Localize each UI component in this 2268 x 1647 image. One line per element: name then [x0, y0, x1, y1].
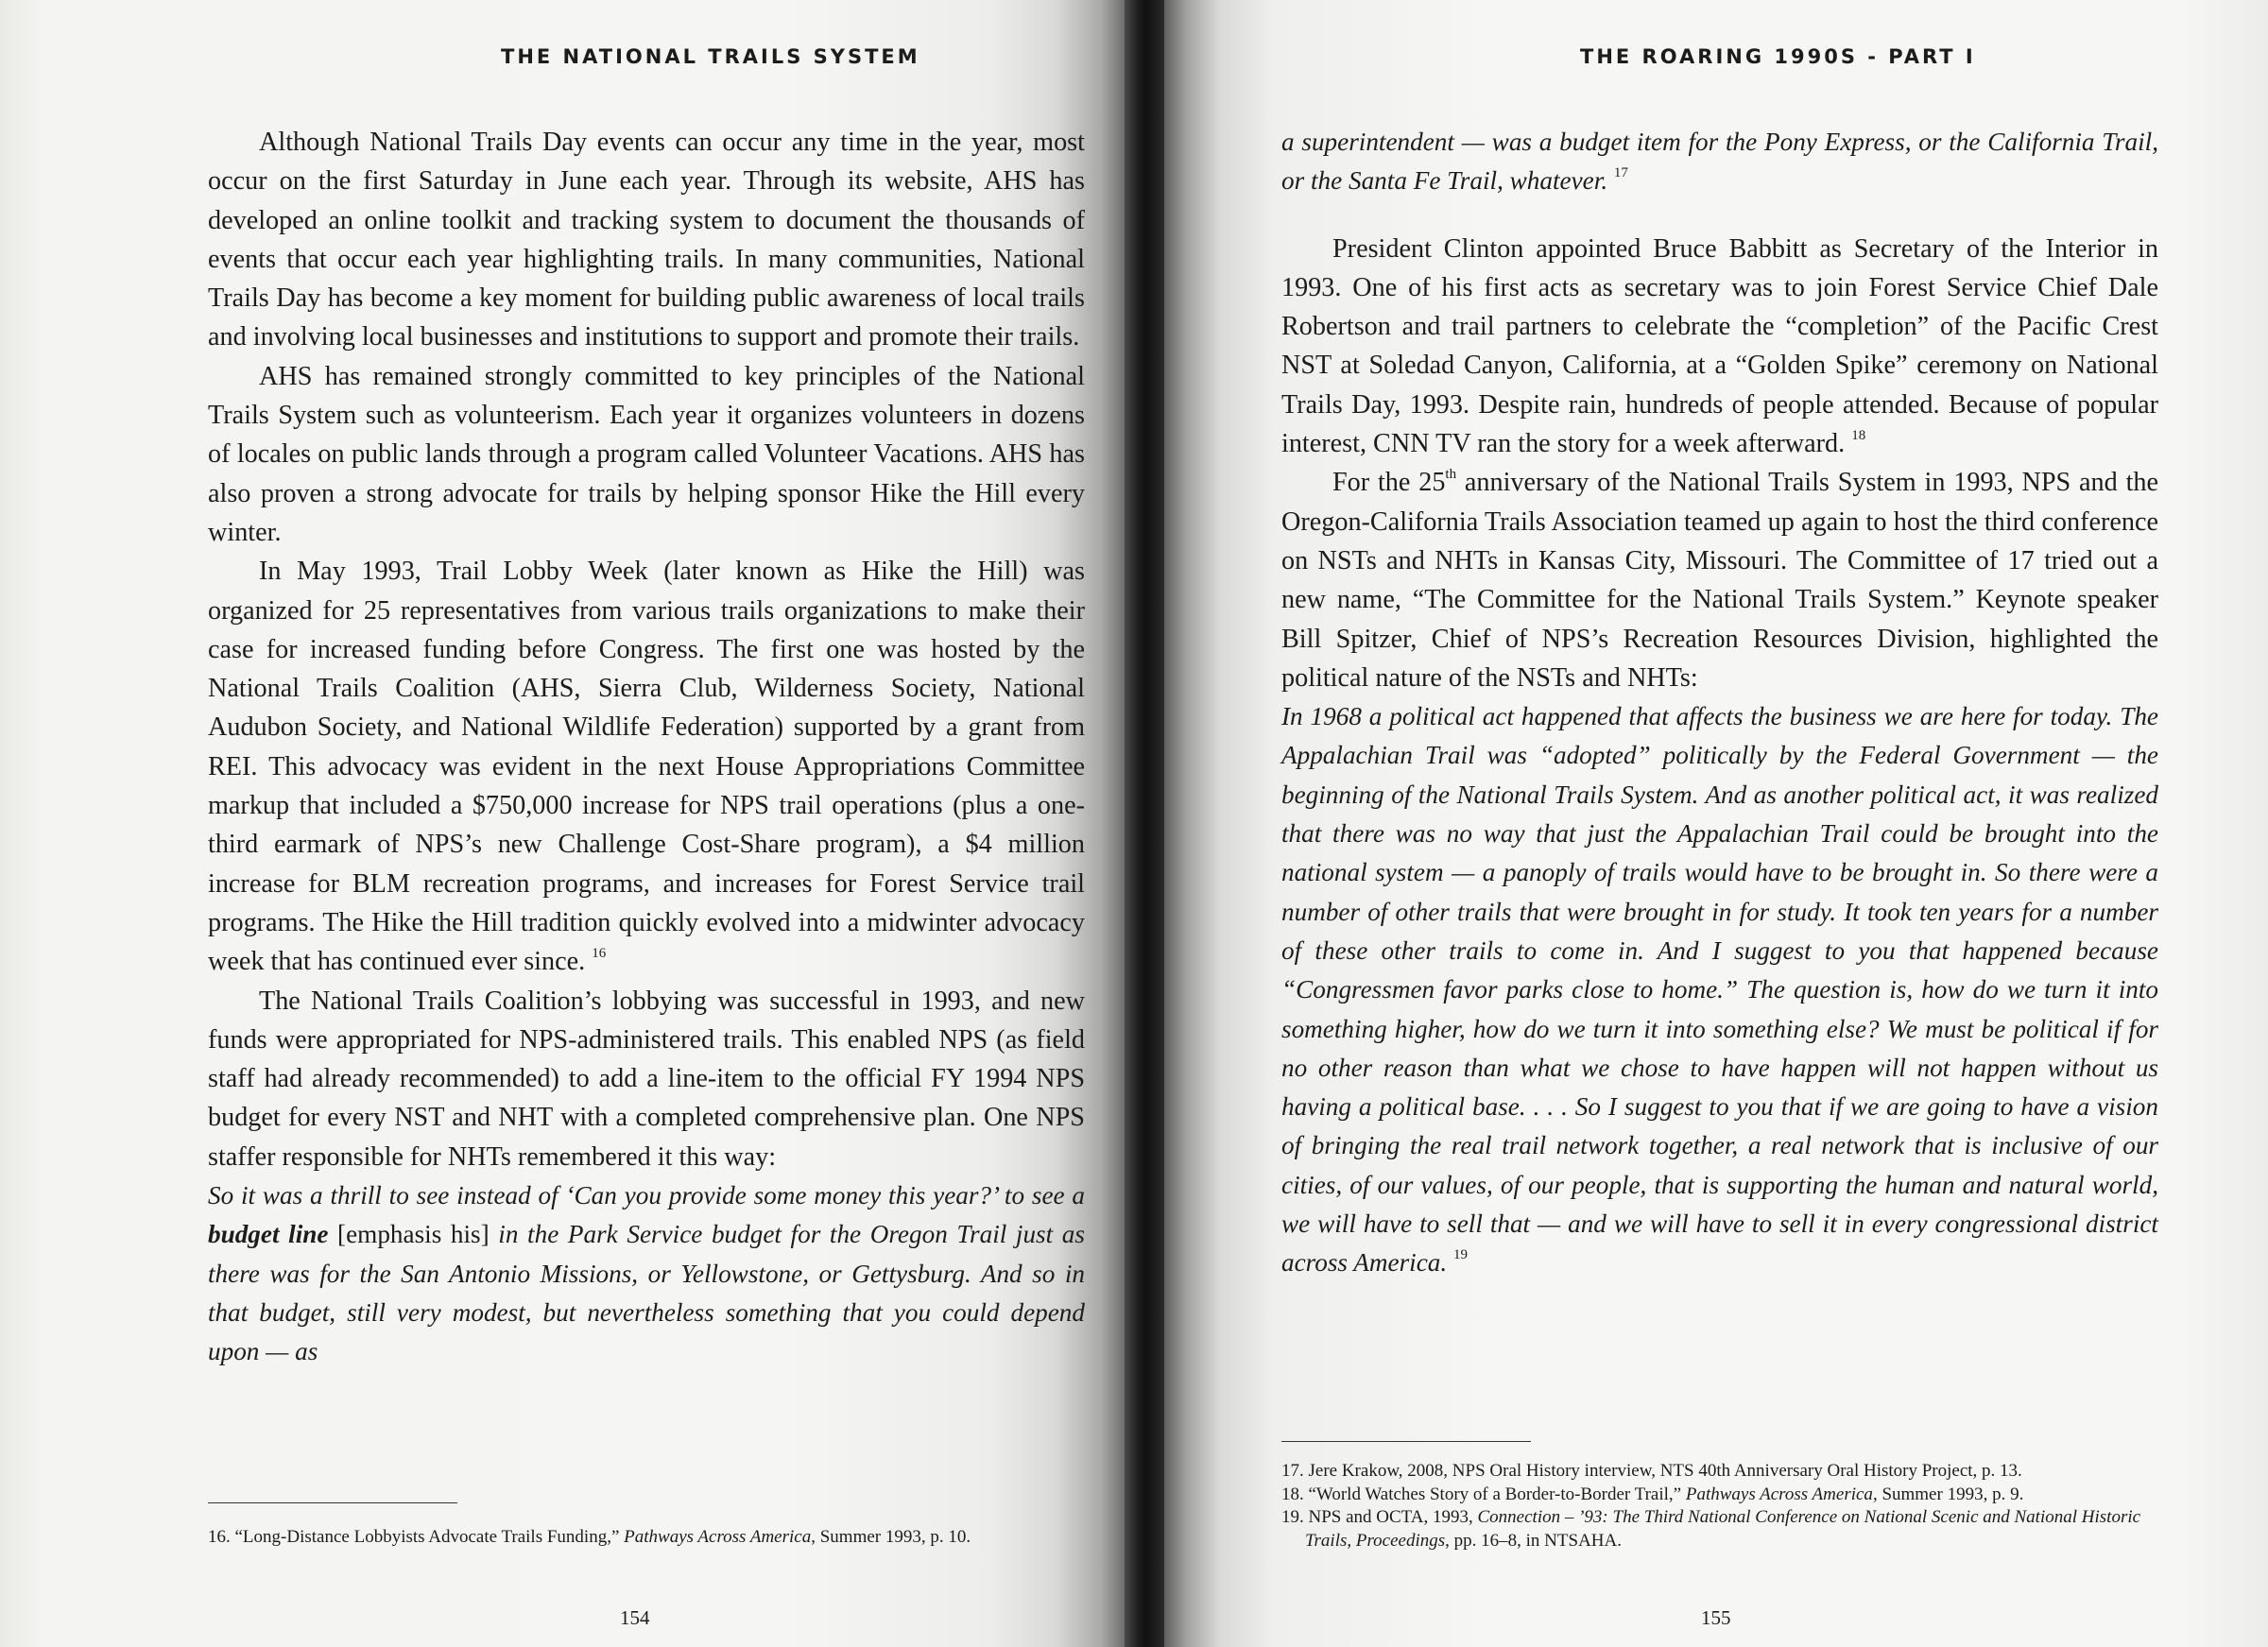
- left-page-body: [208, 123, 1085, 1372]
- paragraph-text: President Clinton appointed Bruce Babbitt as Secretary of the Interior in 1993. One of his first acts as secretary was to join Forest Service Chief Dale Robertson and trail partners to celebrate the “completion” of the Pacific Crest NST at Soledad Canyon, California, at a “Golden Spike” ceremony on National Trails Day, 1993. Despite rain, hundreds of people attended. Because of popular interest, CNN TV ran the story for a week afterward.: [1281, 233, 2158, 459]
- paragraph-text: anniversary of the National Trails System in 1993, NPS and the Oregon-California Trails Association teamed up again to host the third conference on NSTs and NHTs in Kansas City, Missouri. The Committee of 17 tried out a new name, “The Committee for the National Trails System.” Keynote speaker Bill Spitzer, Chief of NPS’s Recreation Resources Division, highlighted the political nature of the NSTs and NHTs:: [1281, 468, 2159, 693]
- footnote-text: “Long-Distance Lobbyists Advocate Trails Funding,”: [234, 1527, 625, 1547]
- ordinal-suffix: th: [1445, 467, 1457, 483]
- book-gutter: [1125, 0, 1164, 1647]
- paragraph: [1281, 463, 2158, 697]
- page-number-right: 155: [1701, 1606, 1731, 1629]
- footnote-ref: 18: [1851, 428, 1866, 444]
- paragraph-text: In May 1993, Trail Lobby Week (later known as Hike the Hill) was organized for 25 representatives from various trails organizations to make their case for increased funding before Congress. The first one was hosted by the National Trails Coalition (AHS, Sierra Club, Wilderness Society, National Audubon Society, and National Wildlife Federation) supported by a grant from REI. This advocacy was evident in the next House Appropriations Committee markup that included a $750,000 increase for NPS trail operations (plus a one-third earmark of NPS’s new Challenge Cost-Share program), a $4 million increase for BLM recreation programs, and increases for Forest Service trail programs. The Hike the Hill tradition quickly evolved into a midwinter advocacy week that has continued ever since.: [208, 557, 1085, 977]
- quote-text: So it was a thrill to see instead of ‘Can you provide some money this year?’ to see a: [208, 1181, 1085, 1210]
- footnote-number: 16.: [208, 1527, 231, 1547]
- right-page-body: [1281, 123, 2158, 1283]
- footnote-publication: Pathways Across America: [1685, 1484, 1873, 1504]
- quote-text: In 1968 a political act happened that affects the business we are here for today. The Appalachian Trail was “adopted” politically by the Federal Government — the beginning of the National Trails System. And as another political act, it was realized that there was no way that just the Appalachian Trail could be brought into the national system — a panoply of trails would have to be brought in. So there were a number of other trails that were brought in for study. It took ten years for a number of these other trails to come in. And I suggest to you that happened because “Congressmen favor parks close to home.” The question is, how do we turn it into something higher, how do we turn it into something else? We must be political if for no other reason than what we chose to have happen will not happen without us having a political base. . . . So I suggest to you that if we are going to have a vision of bringing the real trail network together, a real network that is inclusive of our cities, of our values, of our people, that is supporting the human and natural world, we will have to sell that — and we will have to sell it in every congressional district across America.: [1281, 702, 2158, 1278]
- right-footnotes: [1281, 1460, 2158, 1553]
- footnote-17: [1281, 1460, 2158, 1484]
- block-quote: [208, 1176, 1085, 1371]
- quote-editorial-note: [emphasis his]: [328, 1220, 499, 1249]
- footnote-text: Jere Krakow, 2008, NPS Oral History interview, NTS 40th Anniversary Oral History Project, p. 13.: [1308, 1461, 2022, 1481]
- footnote-ref: 19: [1453, 1247, 1468, 1263]
- footnote-divider: [1281, 1441, 1531, 1442]
- block-quote: [1281, 697, 2158, 1282]
- quote-emphasis: budget line: [208, 1220, 329, 1249]
- paragraph: [1281, 230, 2158, 464]
- footnote-number: 18.: [1281, 1484, 1304, 1504]
- footnote-publication: Pathways Across America: [624, 1527, 812, 1547]
- footnote-text: “World Watches Story of a Border-to-Border Trail,”: [1308, 1484, 1686, 1504]
- left-page: [0, 0, 1125, 1647]
- running-head-left: THE NATIONAL TRAILS SYSTEM: [501, 45, 920, 68]
- right-page: [1164, 0, 2268, 1647]
- footnote-18: [1281, 1484, 2158, 1507]
- paragraph: [208, 552, 1085, 981]
- footnote-text: NPS and OCTA, 1993,: [1308, 1507, 1478, 1527]
- running-head-right: THE ROARING 1990S - PART I: [1580, 45, 1976, 68]
- footnote-ref: 16: [592, 946, 607, 962]
- paragraph: AHS has remained strongly committed to key principles of the National Trails System such as volunteerism. Each year it organizes volunteers in dozens of locales on public lands through a program called Volunteer Vacations. AHS has also proven a strong advocate for trails by helping sponsor Hike the Hill every winter.: [208, 361, 1085, 547]
- paragraph: Although National Trails Day events can occur any time in the year, most occur on the first Saturday in June each year. Through its website, AHS has developed an online toolkit and tracking system to document the thousands of events that occur each year highlighting trails. In many communities, National Trails Day has become a key moment for building public awareness of local trails and involving local businesses and institutions to support and promote their trails.: [208, 128, 1085, 352]
- footnote-19: [1281, 1506, 2158, 1553]
- left-footnotes: [208, 1526, 1087, 1550]
- paragraph: The National Trails Coalition’s lobbying was successful in 1993, and new funds were appropriated for NPS-administered trails. This enabled NPS (as field staff had already recommended) to add a line-item to the official FY 1994 NPS budget for every NST and NHT with a completed comprehensive plan. One NPS staffer responsible for NHTs remembered it this way:: [208, 986, 1085, 1172]
- block-quote-continued: [1281, 123, 2158, 201]
- footnote-divider: [208, 1502, 457, 1503]
- page-number-left: 154: [620, 1606, 650, 1629]
- footnote-text: , Summer 1993, p. 10.: [811, 1527, 971, 1547]
- quote-text: a superintendent — was a budget item for the Pony Express, or the California Trail, or the Santa Fe Trail, whatever.: [1281, 128, 2158, 196]
- paragraph-text: For the 25: [1332, 468, 1446, 498]
- footnote-ref: 17: [1613, 165, 1628, 181]
- quote-text: in the Park Service budget for the Oregon Trail just as there was for the San Antonio Missions, or Yellowstone, or Gettysburg. And so in that budget, still very modest, but nevertheless something that you could depend upon — as: [208, 1220, 1085, 1366]
- footnote-text: , Summer 1993, p. 9.: [1872, 1484, 2024, 1504]
- footnote-publication: Connection – ’93: The Third National Conference on National Scenic and National Historic Trails, Proceedings: [1305, 1507, 2141, 1551]
- footnote-text: , pp. 16–8, in NTSAHA.: [1445, 1530, 1622, 1551]
- footnote-number: 19.: [1281, 1507, 1304, 1527]
- footnote-number: 17.: [1281, 1461, 1304, 1481]
- footnote-16: [208, 1526, 1087, 1550]
